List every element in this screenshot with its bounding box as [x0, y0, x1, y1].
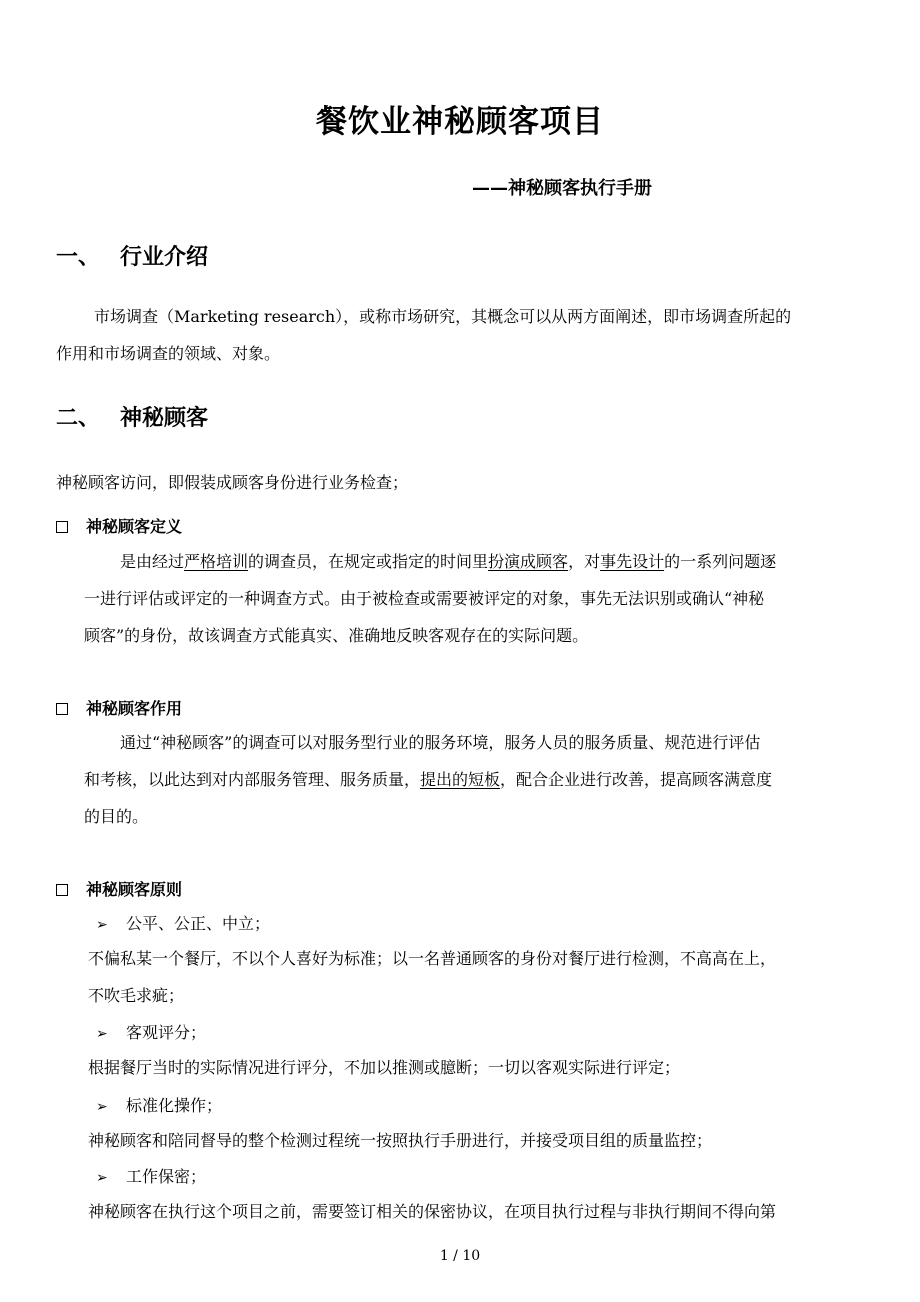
underlined-text: 事先设计 — [600, 552, 665, 571]
paragraph-line — [84, 761, 772, 798]
section-title: 神秘顾客 — [120, 406, 209, 431]
section-intro: 神秘顾客访问，即假装成顾客身份进行业务检查； — [56, 473, 409, 492]
arrowhead-icon: ➢ — [96, 1026, 108, 1042]
square-outline-icon — [56, 884, 68, 896]
subheading-definition — [56, 514, 182, 537]
subheading-text: 神秘顾客作用 — [86, 699, 183, 718]
document-subtitle: ——神秘顾客执行手册 — [472, 178, 652, 199]
arrowhead-icon: ➢ — [96, 1099, 108, 1115]
paragraph-line: 作用和市场调查的领域、对象。 — [56, 344, 281, 363]
section-heading-mystery-customer — [56, 401, 208, 432]
paragraph-line: 的目的。 — [84, 807, 149, 826]
text-run: 的一系列问题逐 — [664, 552, 777, 571]
arrowhead-icon: ➢ — [96, 917, 108, 933]
section-number: 二、 — [56, 406, 101, 431]
square-outline-icon — [56, 703, 68, 715]
paragraph-line: 一进行评估或评定的一种调查方式。由于被检查或需要被评定的对象，事先无法识别或确认“神秘 — [84, 589, 765, 608]
underlined-text: 提出的短板 — [420, 770, 501, 789]
text-run: 是由经过 — [120, 552, 185, 571]
section-heading-industry — [56, 240, 208, 271]
principle-label: 客观评分； — [126, 1023, 207, 1042]
subheading-text: 神秘顾客定义 — [86, 517, 183, 536]
underlined-text: 严格培训 — [184, 552, 249, 571]
underlined-text: 扮演成顾客 — [488, 552, 569, 571]
principle-bullet — [96, 1020, 206, 1043]
page-number: 1 / 10 — [439, 1248, 481, 1264]
text-run: ，对 — [568, 552, 601, 571]
paragraph-line: 神秘顾客和陪同督导的整个检测过程统一按照执行手册进行，并接受项目组的质量监控； — [88, 1131, 713, 1150]
principle-bullet — [96, 1093, 222, 1116]
document-title: 餐饮业神秘顾客项目 — [316, 104, 604, 140]
section-number: 一、 — [56, 245, 101, 270]
section-title: 行业介绍 — [120, 245, 209, 270]
paragraph-line: 市场调查（Marketing research），或称市场研究，其概念可以从两方面阐述，即市场调查所起的 — [94, 307, 792, 326]
square-outline-icon — [56, 521, 68, 533]
principle-bullet — [96, 911, 270, 934]
paragraph-line: 不吹毛求疵； — [88, 986, 185, 1005]
subheading-text: 神秘顾客原则 — [86, 880, 183, 899]
paragraph-line: 不偏私某一个餐厅，不以个人喜好为标准；以一名普通顾客的身份对餐厅进行检测，不高高在上， — [88, 949, 777, 968]
paragraph-line: 通过“神秘顾客”的调查可以对服务型行业的服务环境，服务人员的服务质量、规范进行评估 — [120, 733, 761, 752]
text-run: 的调查员，在规定或指定的时间里 — [248, 552, 489, 571]
paragraph-line: 根据餐厅当时的实际情况进行评分，不加以推测或臆断；一切以客观实际进行评定； — [88, 1058, 681, 1077]
paragraph-line — [120, 543, 776, 580]
paragraph-line: 顾客”的身份，故该调查方式能真实、准确地反映客观存在的实际问题。 — [84, 626, 589, 645]
principle-bullet — [96, 1164, 206, 1187]
subheading-function — [56, 696, 182, 719]
text-run: 和考核，以此达到对内部服务管理、服务质量， — [84, 770, 421, 789]
subheading-principles — [56, 877, 182, 900]
arrowhead-icon: ➢ — [96, 1170, 108, 1186]
principle-label: 公平、公正、中立； — [126, 914, 271, 933]
text-run: ，配合企业进行改善，提高顾客满意度 — [500, 770, 773, 789]
principle-label: 标准化操作； — [126, 1096, 223, 1115]
paragraph-line: 神秘顾客在执行这个项目之前，需要签订相关的保密协议，在项目执行过程与非执行期间不得向第 — [88, 1202, 777, 1221]
principle-label: 工作保密； — [126, 1167, 207, 1186]
